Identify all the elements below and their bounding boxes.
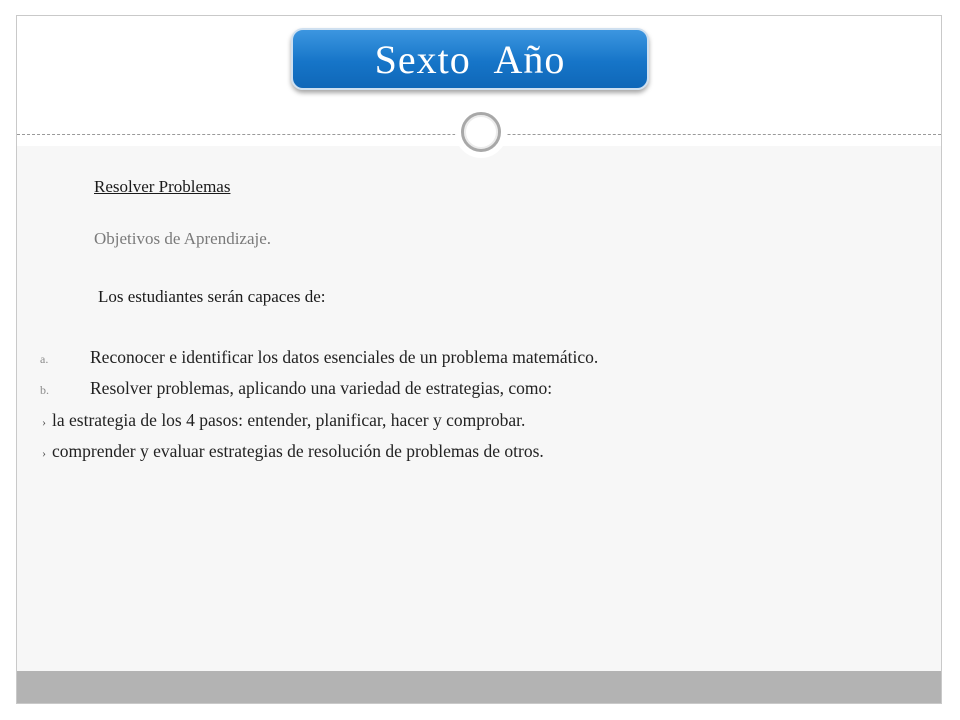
bullet-text: la estrategia de los 4 pasos: entender, planificar, hacer y comprobar.	[52, 410, 526, 430]
content-area	[17, 146, 941, 671]
bullet-item	[42, 410, 525, 431]
circle-ring-inner	[461, 112, 501, 152]
circle-ring-icon	[455, 106, 507, 158]
list-item	[40, 347, 598, 368]
list-item	[40, 378, 552, 399]
chevron-right-icon: ›	[42, 446, 46, 460]
list-item-text: Resolver problemas, aplicando una variedad de estrategias, como:	[90, 378, 553, 398]
list-marker: a.	[40, 352, 49, 366]
list-item-text: Reconocer e identificar los datos esenciales de un problema matemático.	[90, 347, 599, 367]
section-heading: Resolver Problemas	[94, 177, 231, 196]
bullet-item	[42, 441, 544, 462]
list-marker: b.	[40, 383, 49, 397]
chevron-right-icon: ›	[42, 415, 46, 429]
footer-bar	[17, 671, 941, 703]
objectives-subheading: Objetivos de Aprendizaje.	[94, 229, 272, 248]
slide-title: Sexto Año	[291, 28, 649, 90]
intro-text: Los estudiantes serán capaces de:	[98, 287, 326, 306]
bullet-text: comprender y evaluar estrategias de resolución de problemas de otros.	[52, 441, 544, 461]
